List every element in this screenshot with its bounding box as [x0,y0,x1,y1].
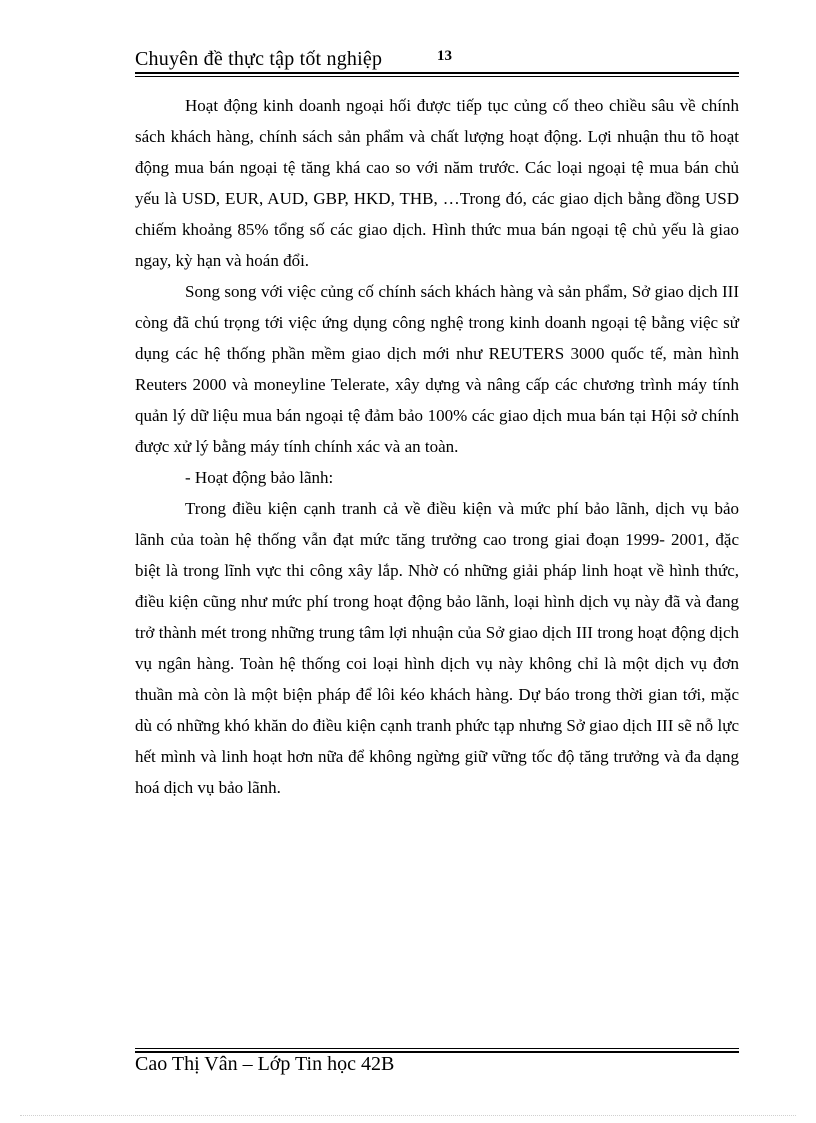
paragraph-technology: Song song với việc củng cố chính sách khách hàng và sản phẩm, Sở giao dịch III còng đã chú trọng tới việc ứng dụng công nghệ trong kinh doanh ngoại tệ bằng việc sử dụng các hệ thống phần mềm giao dịch mới như REUTERS 3000 quốc tế, màn hình Reuters 2000 và moneyline Telerate, xây dựng và nâng cấp các chương trình máy tính quản lý dữ liệu mua bán ngoại tệ đảm bảo 100% các giao dịch mua bán tại Hội sở chính được xử lý bằng máy tính chính xác và an toàn. [135,282,739,456]
page-edge [20,1115,796,1116]
header-rule-thick [135,72,739,74]
header-page-number: 13 [437,48,452,64]
header-rule-thin [135,76,739,77]
body-text [135,90,739,803]
page-footer: Cao Thị Vân – Lớp Tin học 42B [135,1053,395,1075]
subheading-guarantee: - Hoạt động bảo lãnh: [185,468,334,487]
footer-rule-thin [135,1048,739,1049]
paragraph-guarantee: Trong điều kiện cạnh tranh cả về điều kiện và mức phí bảo lãnh, dịch vụ bảo lãnh của toàn hệ thống vẫn đạt mức tăng trưởng cao trong giai đoạn 1999- 2001, đặc biệt là trong lĩnh vực thi công xây lắp. Nhờ có những giải pháp linh hoạt về hình thức, điều kiện cũng như mức phí trong hoạt động bảo lãnh, loại hình dịch vụ này đã và đang trở thành mét trong những trung tâm lợi nhuận của Sở giao dịch III trong hoạt động dịch vụ ngân hàng. Toàn hệ thống coi loại hình dịch vụ này không chỉ là một dịch vụ đơn thuần mà còn là một biện pháp để lôi kéo khách hàng. Dự báo trong thời gian tới, mặc dù có những khó khăn do điều kiện cạnh tranh phức tạp nhưng Sở giao dịch III sẽ nỗ lực hết mình và linh hoạt hơn nữa để không ngừng giữ vững tốc độ tăng trưởng và đa dạng hoá dịch vụ bảo lãnh. [135,499,739,797]
paragraph-foreign-exchange: Hoạt động kinh doanh ngoại hối được tiếp tục củng cố theo chiều sâu về chính sách khách hàng, chính sách sản phẩm và chất lượng hoạt động. Lợi nhuận thu tõ hoạt động mua bán ngoại tệ tăng khá cao so với năm trước. Các loại ngoại tệ mua bán chủ yếu là USD, EUR, AUD, GBP, HKD, THB, …Trong đó, các giao dịch bằng đồng USD chiếm khoảng 85% tổng số các giao dịch. Hình thức mua bán ngoại tệ chủ yếu là giao ngay, kỳ hạn và hoán đổi. [135,96,739,270]
header-title: Chuyên đề thực tập tốt nghiệp [135,48,383,70]
